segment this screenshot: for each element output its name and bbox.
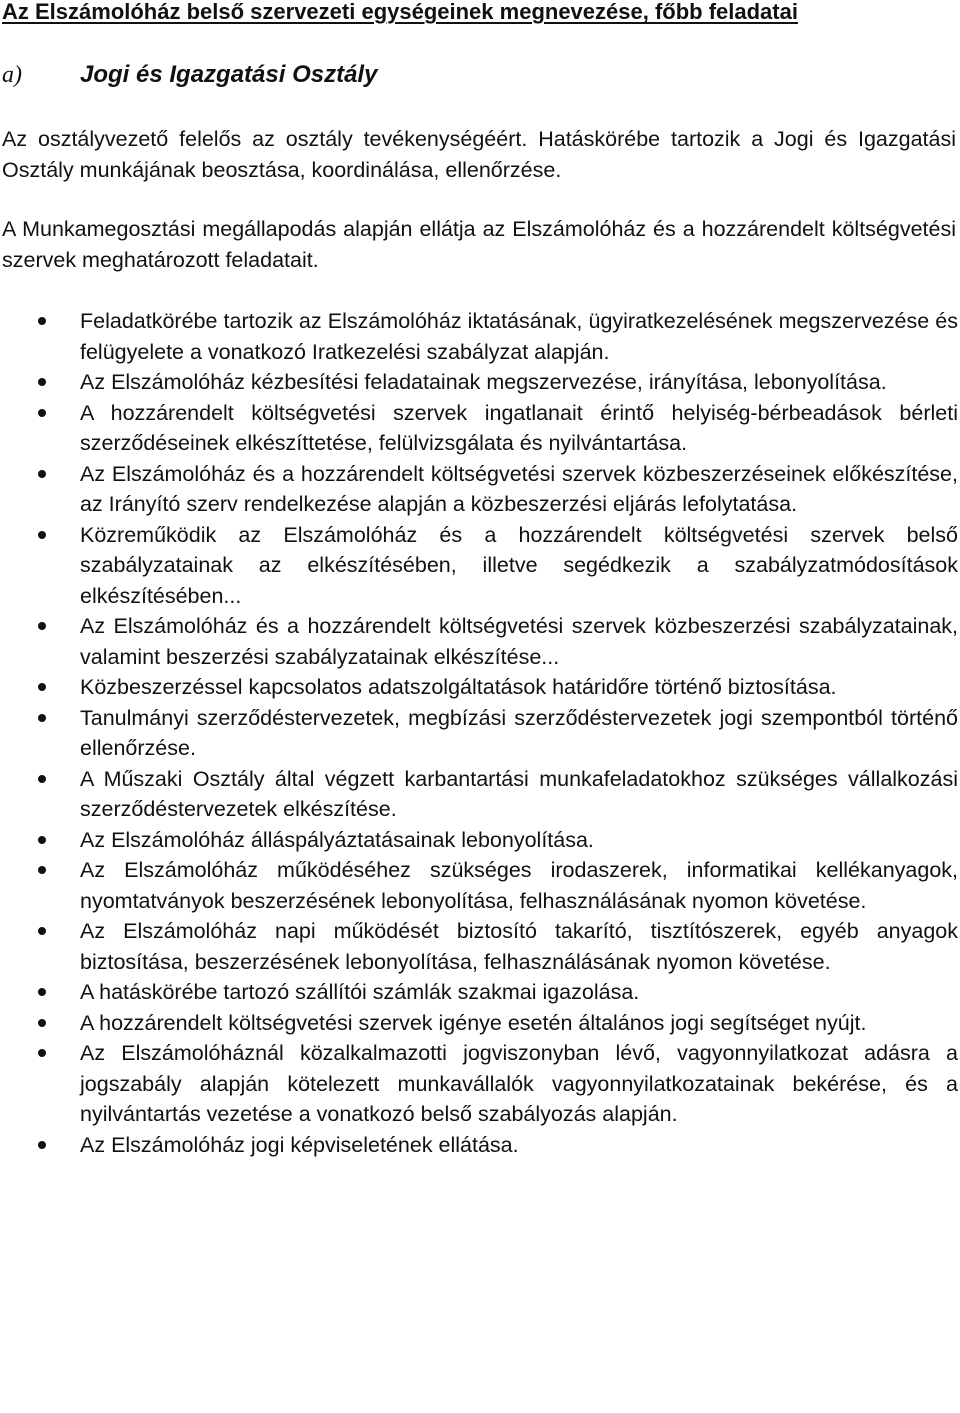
bullet-icon <box>38 1141 46 1149</box>
list-item <box>0 825 958 856</box>
bullet-icon <box>38 927 46 935</box>
bullet-icon <box>38 378 46 386</box>
list-item <box>0 977 958 1008</box>
section-title: Jogi és Igazgatási Osztály <box>80 61 378 88</box>
list-item <box>0 703 958 764</box>
list-item-text: Feladatkörébe tartozik az Elszámolóház iktatásának, ügyiratkezelésének megszervezése és felügyelete a vonatkozó Iratkezelési szabályzat alapján. <box>80 309 958 364</box>
task-list <box>0 306 958 1160</box>
list-item-text: Közreműködik az Elszámolóház és a hozzárendelt költségvetési szervek belső szabályzatainak az elkészítésében, illetve segédkezik a szabályzatmódosítások elkészítésében... <box>80 522 958 608</box>
list-item-text: A hozzárendelt költségvetési szervek ingatlanait érintő helyiség-bérbeadások bérleti szerződéseinek elkészíttetése, felülvizsgálata és nyilvántartása. <box>80 400 958 455</box>
bullet-icon <box>38 714 46 722</box>
list-item-text: Az Elszámolóház kézbesítési feladatainak megszervezése, irányítása, lebonyolítása. <box>80 370 887 394</box>
list-item <box>0 1130 958 1161</box>
bullet-icon <box>38 470 46 478</box>
section-letter: a) <box>2 62 22 88</box>
document-heading <box>2 0 958 27</box>
list-item <box>0 611 958 672</box>
bullet-icon <box>38 317 46 325</box>
list-item <box>0 916 958 977</box>
list-item-text: A hozzárendelt költségvetési szervek igénye esetén általános jogi segítséget nyújt. <box>80 1010 867 1035</box>
bullet-icon <box>38 775 46 783</box>
list-item-text: Az Elszámolóház álláspályáztatásainak lebonyolítása. <box>80 827 594 852</box>
list-item <box>0 855 958 916</box>
list-item-text: Az Elszámolóház működéséhez szükséges irodaszerek, informatikai kellékanyagok, nyomtatványok beszerzésének lebonyolítása, felhasználásának nyomon követése. <box>80 858 958 913</box>
document-heading-text: Az Elszámolóház belső szervezeti egységeinek megnevezése, főbb feladatai <box>2 0 798 24</box>
bullet-icon <box>38 988 46 996</box>
list-item <box>0 459 958 520</box>
bullet-icon <box>38 836 46 844</box>
paragraph-agreement: A Munkamegosztási megállapodás alapján ellátja az Elszámolóház és a hozzárendelt költségvetési szervek meghatározott feladatait. <box>2 217 956 272</box>
list-item <box>0 306 958 367</box>
bullet-icon <box>38 531 46 539</box>
bullet-icon <box>38 866 46 874</box>
list-item-text: Az Elszámolóház napi működését biztosító takarító, tisztítószerek, egyéb anyagok biztosítása, beszerzésének lebonyolítása, felhasználásának nyomon követése. <box>80 919 958 974</box>
bullet-icon <box>38 1019 46 1027</box>
list-item-text: A hatáskörébe tartozó szállítói számlák szakmai igazolása. <box>80 980 640 1004</box>
list-item-text: Az Elszámolóháznál közalkalmazotti jogviszonyban lévő, vagyonnyilatkozat adásra a jogszabály alapján kötelezett munkavállalók vagyonnyilatkozatainak bekérése, és a nyilvántartás vezetése a vonatkozó belső szabályozás alapján. <box>80 1041 958 1126</box>
list-item-text: Az Elszámolóház és a hozzárendelt költségvetési szervek közbeszerzéseinek előkészítése, az Irányító szerv rendelkezése alapján a közbeszerzési eljárás lefolytatása. <box>80 461 958 516</box>
list-item <box>0 398 958 459</box>
list-item <box>0 1038 958 1130</box>
list-item-text: Az Elszámolóház és a hozzárendelt költségvetési szervek közbeszerzési szabályzatainak, valamint beszerzési szabályzatainak elkészítése... <box>80 614 958 669</box>
section-heading <box>2 58 958 92</box>
list-item-text: Tanulmányi szerződéstervezetek, megbízási szerződéstervezetek jogi szempontból történő ellenőrzése. <box>80 705 958 760</box>
list-item <box>0 672 958 703</box>
bullet-icon <box>38 683 46 691</box>
list-item <box>0 520 958 612</box>
paragraph-responsibility: Az osztályvezető felelős az osztály tevékenységéért. Hatáskörébe tartozik a Jogi és Igazgatási Osztály munkájának beosztása, koordinálása, ellenőrzése. <box>2 127 956 182</box>
list-item <box>0 367 958 398</box>
list-item-text: Az Elszámolóház jogi képviseletének ellátása. <box>80 1132 519 1157</box>
bullet-icon <box>38 1049 46 1057</box>
list-item <box>0 1008 958 1039</box>
bullet-icon <box>38 622 46 630</box>
list-item <box>0 764 958 825</box>
list-item-text: Közbeszerzéssel kapcsolatos adatszolgáltatások határidőre történő biztosítása. <box>80 675 837 699</box>
list-item-text: A Műszaki Osztály által végzett karbantartási munkafeladatokhoz szükséges vállalkozási szerződéstervezetek elkészítése. <box>80 766 958 821</box>
bullet-icon <box>38 409 46 417</box>
